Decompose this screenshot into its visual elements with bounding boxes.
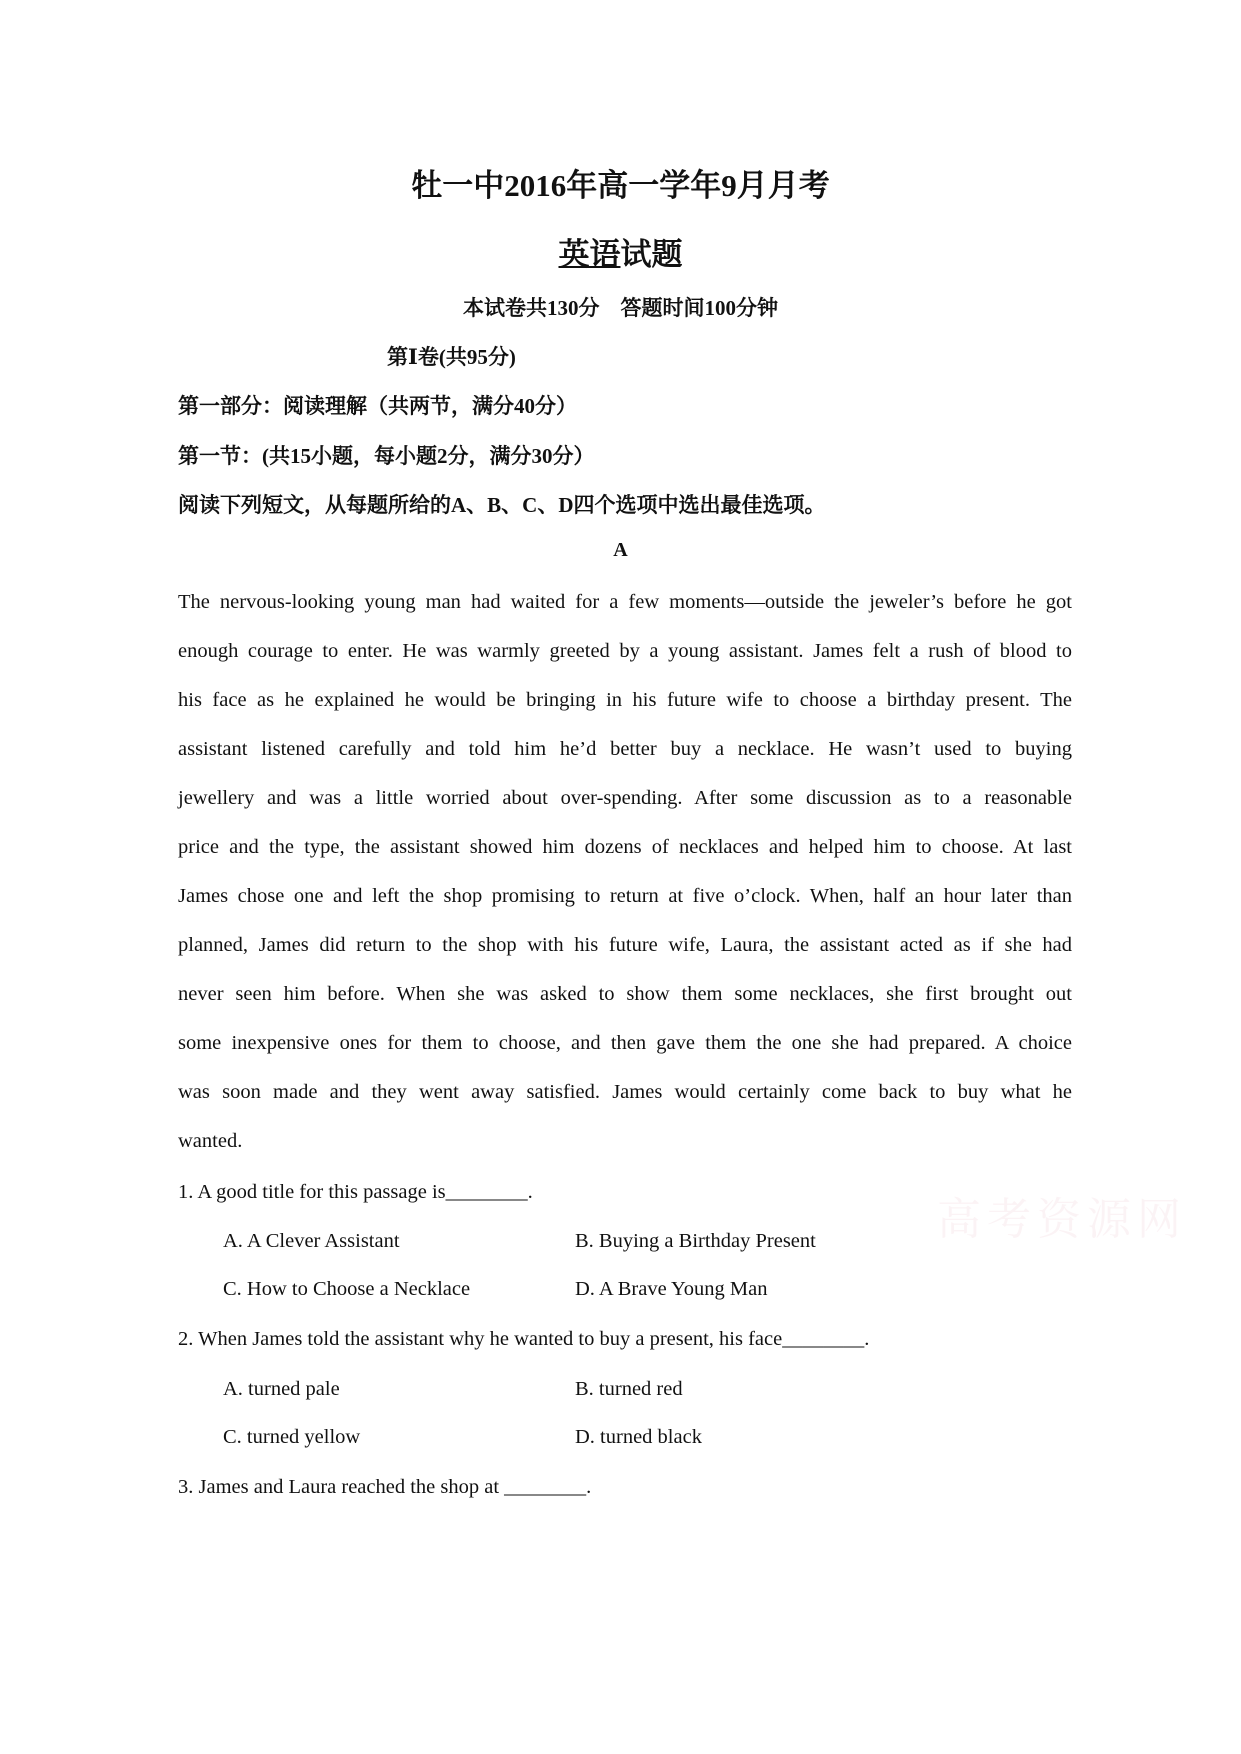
question-1-option-d: D. A Brave Young Man — [575, 1278, 768, 1300]
passage-line: wanted. — [178, 1130, 243, 1152]
passage-line: assistant listened carefully and told him he’d better buy a necklace. He wasn’t used to buying — [178, 738, 1072, 760]
passage-line: his face as he explained he would be bringing in his future wife to choose a birthday present. The — [178, 689, 1072, 711]
exam-title: 牡一中2016年高一学年9月月考 — [411, 168, 830, 203]
volume-heading: 第Ⅰ卷(共95分) — [387, 345, 516, 369]
subtitle-underlined: 英语 — [558, 237, 621, 272]
question-2-option-d: D. turned black — [575, 1426, 702, 1448]
question-2-option-c: C. turned yellow — [223, 1426, 361, 1448]
passage-line: The nervous-looking young man had waited for a few moments—outside the jeweler’s before he got — [178, 591, 1072, 613]
passage-line: James chose one and left the shop promising to return at five o’clock. When, half an hour later than — [178, 885, 1072, 907]
passage-line: enough courage to enter. He was warmly greeted by a young assistant. James felt a rush of blood to — [178, 640, 1072, 662]
question-1-option-c: C. How to Choose a Necklace — [223, 1278, 471, 1300]
passage-line: some inexpensive ones for them to choose, and then gave them the one she had prepared. A choice — [178, 1032, 1072, 1054]
question-2-option-a: A. turned pale — [223, 1378, 340, 1400]
passage-text — [178, 578, 1072, 1166]
passage-line: was soon made and they went away satisfied. James would certainly come back to buy what he — [178, 1081, 1072, 1103]
instruction: 阅读下列短文，从每题所给的A、B、C、D四个选项中选出最佳选项。 — [178, 493, 826, 517]
exam-info: 本试卷共130分 答题时间100分钟 — [463, 296, 778, 320]
question-1-option-b: B. Buying a Birthday Present — [575, 1230, 816, 1252]
question-3-stem: 3. James and Laura reached the shop at ________. — [178, 1476, 592, 1498]
watermark: 高考资源网 — [937, 1194, 1187, 1245]
subtitle-rest: 试题 — [620, 237, 683, 272]
passage-line: jewellery and was a little worried about over-spending. After some discussion as to a reasonable — [178, 787, 1072, 809]
question-2-stem: 2. When James told the assistant why he wanted to buy a present, his face________. — [178, 1328, 870, 1350]
question-1-stem: 1. A good title for this passage is________. — [178, 1181, 533, 1203]
exam-subtitle — [0, 229, 1241, 274]
question-2-option-b: B. turned red — [575, 1378, 683, 1400]
passage-line: planned, James did return to the shop with his future wife, Laura, the assistant acted as if she had — [178, 934, 1072, 956]
part1-heading: 第一部分：阅读理解（共两节，满分40分） — [178, 394, 577, 418]
question-1-option-a: A. A Clever Assistant — [223, 1230, 400, 1252]
section1-heading: 第一节：(共15小题，每小题2分，满分30分） — [178, 444, 595, 468]
passage-label: A — [613, 539, 628, 561]
passage-line: never seen him before. When she was asked to show them some necklaces, she first brought out — [178, 983, 1072, 1005]
passage-line: price and the type, the assistant showed him dozens of necklaces and helped him to choose. At last — [178, 836, 1072, 858]
